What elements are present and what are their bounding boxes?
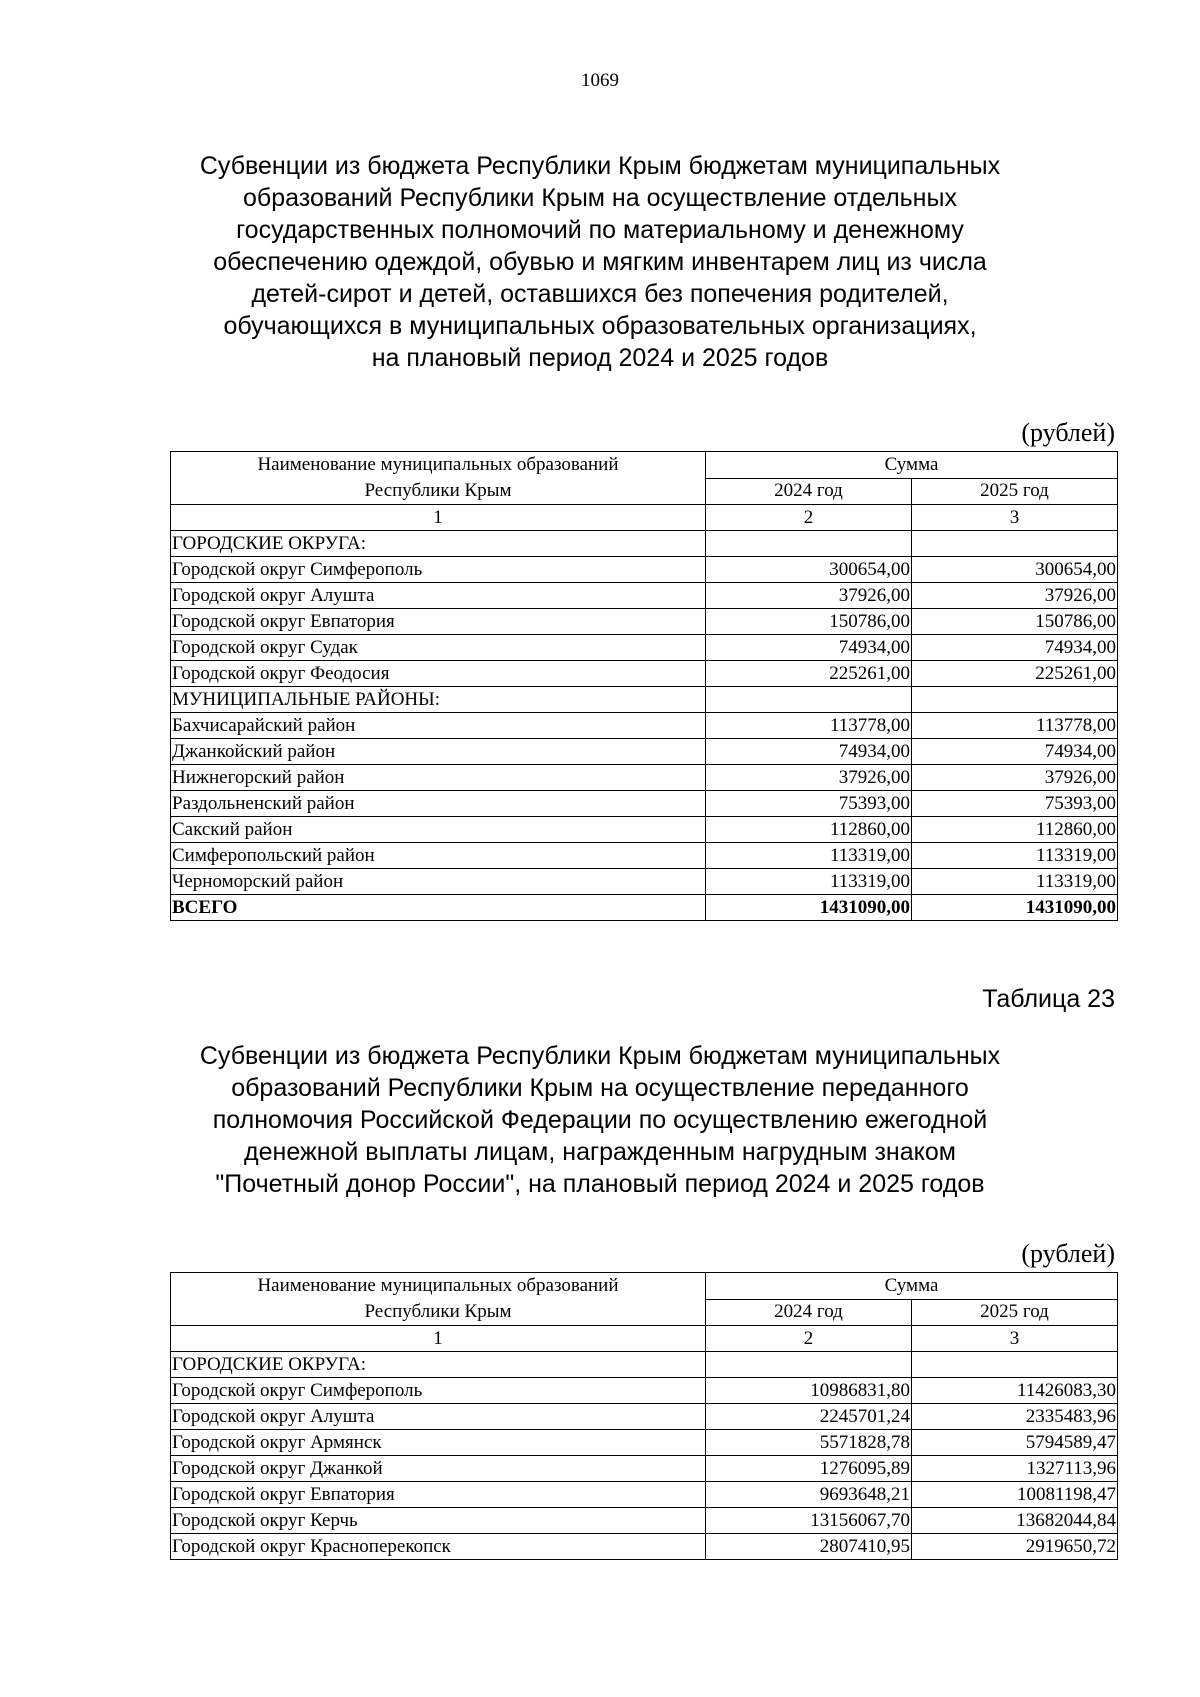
row-name: Городской округ Симферополь <box>171 1378 706 1404</box>
header-sum: Сумма <box>706 452 1118 479</box>
title-line: образований Республики Крым на осуществление переданного <box>231 1074 969 1102</box>
row-name: Городской округ Симферополь <box>171 557 706 583</box>
row-value-2024: 150786,00 <box>706 609 912 635</box>
row-value-2025: 37926,00 <box>912 583 1118 609</box>
row-value-2024: 74934,00 <box>706 739 912 765</box>
row-value-2025 <box>912 1352 1118 1378</box>
row-value-2025: 2919650,72 <box>912 1534 1118 1560</box>
row-name: Городской округ Феодосия <box>171 661 706 687</box>
row-name: Симферопольский район <box>171 843 706 869</box>
row-value-2024: 300654,00 <box>706 557 912 583</box>
column-number: 2 <box>706 1326 912 1352</box>
table-row <box>171 791 1118 817</box>
row-name: МУНИЦИПАЛЬНЫЕ РАЙОНЫ: <box>171 687 706 713</box>
row-value-2025: 75393,00 <box>912 791 1118 817</box>
row-name: Городской округ Евпатория <box>171 1482 706 1508</box>
title-line: обучающихся в муниципальных образовательных организациях, <box>223 312 977 340</box>
row-value-2025: 37926,00 <box>912 765 1118 791</box>
title-line: полномочия Российской Федерации по осуществлению ежегодной <box>212 1106 988 1134</box>
title-line: на плановый период 2024 и 2025 годов <box>371 344 829 372</box>
title-line: образований Республики Крым на осуществление отдельных <box>243 184 957 212</box>
table-row <box>171 609 1118 635</box>
row-value-2025: 10081198,47 <box>912 1482 1118 1508</box>
table-row <box>171 557 1118 583</box>
header-name-line: Республики Крым <box>364 480 512 501</box>
header-name-line: Наименование муниципальных образований <box>257 454 619 475</box>
row-value-2024: 113319,00 <box>706 869 912 895</box>
row-value-2024: 113778,00 <box>706 713 912 739</box>
table-row <box>171 843 1118 869</box>
row-value-2025: 113778,00 <box>912 713 1118 739</box>
section1-title <box>170 150 1030 374</box>
row-name: Городской округ Керчь <box>171 1508 706 1534</box>
table-row <box>171 531 1118 557</box>
table-row <box>171 713 1118 739</box>
header-sum: Сумма <box>706 1273 1118 1300</box>
total-2025: 1431090,00 <box>912 895 1118 921</box>
column-number: 1 <box>171 1326 706 1352</box>
header-name-cell <box>171 452 706 505</box>
header-name-cell <box>171 1273 706 1326</box>
row-name: Городской округ Евпатория <box>171 609 706 635</box>
table-row <box>171 869 1118 895</box>
table-body <box>171 1352 1118 1560</box>
table-row <box>171 1352 1118 1378</box>
row-value-2024 <box>706 687 912 713</box>
row-value-2024: 112860,00 <box>706 817 912 843</box>
row-value-2024 <box>706 531 912 557</box>
title-line: Субвенции из бюджета Республики Крым бюджетам муниципальных <box>199 152 1001 180</box>
table-label: Таблица 23 <box>982 985 1115 1013</box>
table-row <box>171 1456 1118 1482</box>
row-name: Городской округ Джанкой <box>171 1456 706 1482</box>
row-value-2024: 13156067,70 <box>706 1508 912 1534</box>
row-name: Бахчисарайский район <box>171 713 706 739</box>
row-name: Городской округ Алушта <box>171 583 706 609</box>
subventions-table-2 <box>170 1272 1118 1560</box>
table-row <box>171 765 1118 791</box>
row-value-2025: 11426083,30 <box>912 1378 1118 1404</box>
row-value-2025: 112860,00 <box>912 817 1118 843</box>
table-row <box>171 1404 1118 1430</box>
title-line: детей-сирот и детей, оставшихся без попечения родителей, <box>251 280 949 308</box>
row-name: Городской округ Красноперекопск <box>171 1534 706 1560</box>
row-name: ГОРОДСКИЕ ОКРУГА: <box>171 531 706 557</box>
row-value-2024: 113319,00 <box>706 843 912 869</box>
row-name: Нижнегорский район <box>171 765 706 791</box>
page-number: 1069 <box>581 70 619 91</box>
row-value-2024: 225261,00 <box>706 661 912 687</box>
subventions-table-1 <box>170 451 1118 921</box>
header-name-line: Республики Крым <box>364 1301 512 1322</box>
row-value-2025: 150786,00 <box>912 609 1118 635</box>
total-label: ВСЕГО <box>171 895 706 921</box>
row-value-2024: 75393,00 <box>706 791 912 817</box>
row-value-2025: 113319,00 <box>912 869 1118 895</box>
title-line: обеспечению одеждой, обувью и мягким инвентарем лиц из числа <box>213 248 987 276</box>
row-value-2025: 74934,00 <box>912 635 1118 661</box>
row-name: Джанкойский район <box>171 739 706 765</box>
table-row <box>171 739 1118 765</box>
row-value-2024: 37926,00 <box>706 765 912 791</box>
row-value-2025: 113319,00 <box>912 843 1118 869</box>
total-2024: 1431090,00 <box>706 895 912 921</box>
column-number: 3 <box>912 1326 1118 1352</box>
row-value-2024: 1276095,89 <box>706 1456 912 1482</box>
row-name: Сакский район <box>171 817 706 843</box>
row-value-2024: 5571828,78 <box>706 1430 912 1456</box>
unit-label: (рублей) <box>1021 418 1115 447</box>
table-row <box>171 661 1118 687</box>
row-value-2024: 37926,00 <box>706 583 912 609</box>
row-value-2025 <box>912 687 1118 713</box>
row-value-2025: 225261,00 <box>912 661 1118 687</box>
table-row <box>171 1430 1118 1456</box>
header-year-2025: 2025 год <box>912 1299 1118 1326</box>
row-name: Раздольненский район <box>171 791 706 817</box>
row-value-2025: 2335483,96 <box>912 1404 1118 1430</box>
table-row <box>171 1482 1118 1508</box>
row-value-2024: 9693648,21 <box>706 1482 912 1508</box>
row-value-2024: 10986831,80 <box>706 1378 912 1404</box>
table-row <box>171 687 1118 713</box>
row-value-2024: 74934,00 <box>706 635 912 661</box>
row-name: Городской округ Судак <box>171 635 706 661</box>
table-row <box>171 817 1118 843</box>
column-number: 2 <box>706 505 912 531</box>
row-name: Городской округ Алушта <box>171 1404 706 1430</box>
table-row <box>171 583 1118 609</box>
row-name: ГОРОДСКИЕ ОКРУГА: <box>171 1352 706 1378</box>
row-value-2025: 74934,00 <box>912 739 1118 765</box>
row-name: Городской округ Армянск <box>171 1430 706 1456</box>
column-number: 3 <box>912 505 1118 531</box>
total-row <box>171 895 1118 921</box>
title-line: "Почетный донор России", на плановый период 2024 и 2025 годов <box>215 1170 985 1198</box>
table-body <box>171 531 1118 895</box>
row-value-2025: 13682044,84 <box>912 1508 1118 1534</box>
row-value-2025: 5794589,47 <box>912 1430 1118 1456</box>
header-year-2025: 2025 год <box>912 478 1118 505</box>
header-name-line: Наименование муниципальных образований <box>257 1275 619 1296</box>
title-line: Субвенции из бюджета Республики Крым бюджетам муниципальных <box>199 1042 1001 1070</box>
row-value-2024 <box>706 1352 912 1378</box>
title-line: денежной выплаты лицам, награжденным нагрудным знаком <box>244 1138 956 1166</box>
header-year-2024: 2024 год <box>706 478 912 505</box>
row-name: Черноморский район <box>171 869 706 895</box>
column-number: 1 <box>171 505 706 531</box>
table-row <box>171 1508 1118 1534</box>
header-year-2024: 2024 год <box>706 1299 912 1326</box>
section2-title <box>170 1040 1030 1200</box>
unit-label: (рублей) <box>1021 1239 1115 1268</box>
row-value-2024: 2245701,24 <box>706 1404 912 1430</box>
table-row <box>171 1534 1118 1560</box>
table-row <box>171 1378 1118 1404</box>
row-value-2024: 2807410,95 <box>706 1534 912 1560</box>
row-value-2025 <box>912 531 1118 557</box>
row-value-2025: 300654,00 <box>912 557 1118 583</box>
table-row <box>171 635 1118 661</box>
title-line: государственных полномочий по материальному и денежному <box>236 216 964 244</box>
row-value-2025: 1327113,96 <box>912 1456 1118 1482</box>
